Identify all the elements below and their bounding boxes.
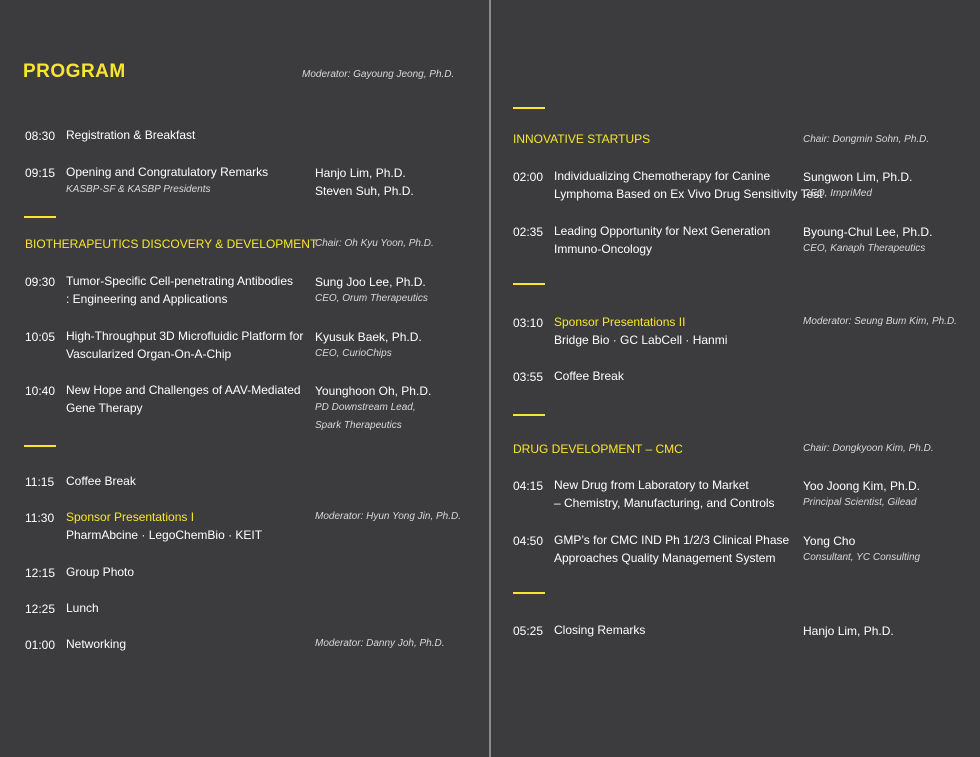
section-title: BIOTHERAPEUTICS DISCOVERY & DEVELOPMENT xyxy=(25,237,318,251)
session-title: Group Photo xyxy=(66,565,135,579)
speaker-affiliation: CEO, Orum Therapeutics xyxy=(315,293,428,304)
time-1005: 10:05 xyxy=(25,330,56,344)
speaker-affiliation: CEO, ImpriMed xyxy=(803,188,872,199)
session-title: Coffee Break xyxy=(554,369,624,383)
time-0355: 03:55 xyxy=(513,370,544,384)
session-moderator: Moderator: Danny Joh, Ph.D. xyxy=(315,638,445,649)
session-title-line1: GMP’s for CMC IND Ph 1/2/3 Clinical Phase xyxy=(554,533,790,547)
time-0310: 03:10 xyxy=(513,316,544,330)
time-0200: 02:00 xyxy=(513,170,544,184)
session-title-line2: Vascularized Organ-On-A-Chip xyxy=(66,347,232,361)
section-chair: Chair: Oh Kyu Yoon, Ph.D. xyxy=(315,238,434,249)
speaker-affiliation: Consultant, YC Consulting xyxy=(803,552,921,563)
speaker-affiliation-line1: PD Downstream Lead, xyxy=(315,402,416,413)
session-title-line2: – Chemistry, Manufacturing, and Controls xyxy=(554,496,775,510)
session-title: Opening and Congratulatory Remarks xyxy=(66,165,269,179)
session-title: Registration & Breakfast xyxy=(66,128,196,142)
time-1215: 12:15 xyxy=(25,566,56,580)
speaker-name: Younghoon Oh, Ph.D. xyxy=(315,384,432,398)
sponsor-list: Bridge Bio · GC LabCell · Hanmi xyxy=(554,333,728,347)
time-1115: 11:15 xyxy=(25,475,55,489)
sponsor-session-title: Sponsor Presentations I xyxy=(66,510,195,524)
session-title-line2: : Engineering and Applications xyxy=(66,292,228,306)
time-1225: 12:25 xyxy=(25,602,56,616)
session-title-line1: High-Throughput 3D Microfluidic Platform for xyxy=(66,329,304,343)
section-divider xyxy=(513,414,545,416)
speaker-name: Byoung-Chul Lee, Ph.D. xyxy=(803,225,933,239)
session-title-line1: New Hope and Challenges of AAV-Mediated xyxy=(66,383,301,397)
speaker-affiliation: Principal Scientist, Gilead xyxy=(803,497,917,508)
session-title: Lunch xyxy=(66,601,99,615)
speaker-name: Yoo Joong Kim, Ph.D. xyxy=(803,479,920,493)
speaker-name: Sung Joo Lee, Ph.D. xyxy=(315,275,426,289)
time-0450: 04:50 xyxy=(513,534,544,548)
speaker-name: Kyusuk Baek, Ph.D. xyxy=(315,330,422,344)
section-divider xyxy=(513,283,545,285)
speaker-name: Hanjo Lim, Ph.D. xyxy=(803,624,894,638)
section-title: INNOVATIVE STARTUPS xyxy=(513,132,651,146)
speaker-affiliation: CEO, CurioChips xyxy=(315,348,392,359)
session-title-line1: New Drug from Laboratory to Market xyxy=(554,478,749,492)
time-0235: 02:35 xyxy=(513,225,544,239)
time-1040: 10:40 xyxy=(25,384,56,398)
sponsor-list: PharmAbcine · LegoChemBio · KEIT xyxy=(66,528,263,542)
session-title: Coffee Break xyxy=(66,474,136,488)
time-0930: 09:30 xyxy=(25,275,56,289)
time-1130: 11:30 xyxy=(25,511,55,525)
speaker-name: Hanjo Lim, Ph.D. xyxy=(315,166,406,180)
time-0915: 09:15 xyxy=(25,166,56,180)
session-title-line1: Tumor-Specific Cell-penetrating Antibodies xyxy=(66,274,293,288)
session-moderator: Moderator: Seung Bum Kim, Ph.D. xyxy=(803,316,957,327)
time-0100: 01:00 xyxy=(25,638,56,652)
speaker-name: Steven Suh, Ph.D. xyxy=(315,184,414,198)
speaker-affiliation: CEO, Kanaph Therapeutics xyxy=(803,243,926,254)
session-title-line2: Approaches Quality Management System xyxy=(554,551,776,565)
time-0830: 08:30 xyxy=(25,129,56,143)
session-title: Closing Remarks xyxy=(554,623,646,637)
speaker-affiliation-line2: Spark Therapeutics xyxy=(315,420,402,431)
session-title-line1: Leading Opportunity for Next Generation xyxy=(554,224,771,238)
session-title-line1: Individualizing Chemotherapy for Canine xyxy=(554,169,771,183)
right-page xyxy=(491,0,980,757)
session-title: Networking xyxy=(66,637,127,651)
section-divider xyxy=(513,107,545,109)
speaker-name: Sungwon Lim, Ph.D. xyxy=(803,170,913,184)
time-0415: 04:15 xyxy=(513,479,544,493)
left-page xyxy=(0,0,489,757)
section-chair: Chair: Dongkyoon Kim, Ph.D. xyxy=(803,443,934,454)
session-title-line2: Gene Therapy xyxy=(66,401,143,415)
session-title-line2: Immuno-Oncology xyxy=(554,242,653,256)
time-0525: 05:25 xyxy=(513,624,544,638)
section-divider xyxy=(24,445,56,447)
sponsor-session-title: Sponsor Presentations II xyxy=(554,315,686,329)
section-title: DRUG DEVELOPMENT – CMC xyxy=(513,442,683,456)
section-divider xyxy=(513,592,545,594)
session-subtitle: KASBP-SF & KASBP Presidents xyxy=(66,184,211,195)
program-heading: PROGRAM xyxy=(23,61,126,82)
speaker-name: Yong Cho xyxy=(803,534,856,548)
section-chair: Chair: Dongmin Sohn, Ph.D. xyxy=(803,134,930,145)
program-moderator: Moderator: Gayoung Jeong, Ph.D. xyxy=(302,69,455,80)
session-title-line2: Lymphoma Based on Ex Vivo Drug Sensitivity Test xyxy=(554,187,823,201)
section-divider xyxy=(24,216,56,218)
session-moderator: Moderator: Hyun Yong Jin, Ph.D. xyxy=(315,511,462,522)
